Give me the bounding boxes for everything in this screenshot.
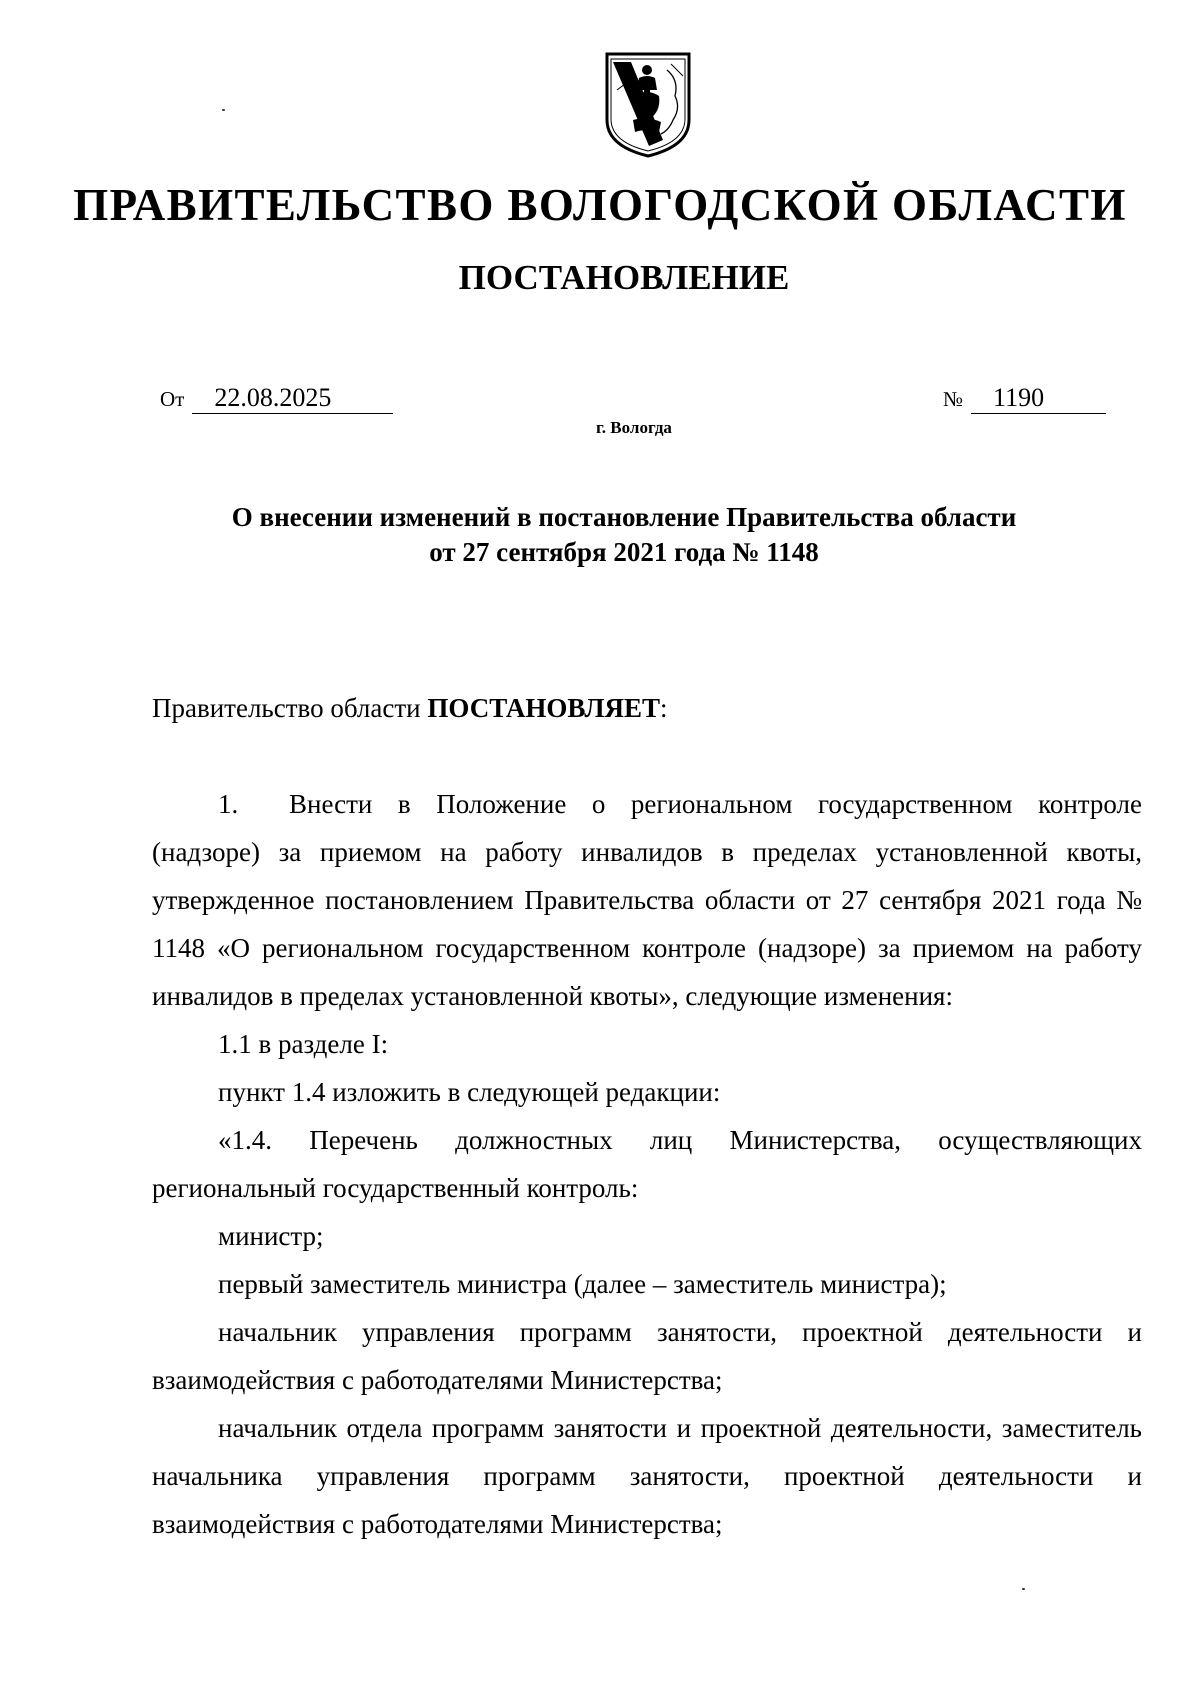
decree-word: ПОСТАНОВЛЯЕТ bbox=[427, 693, 660, 723]
coat-of-arms-icon bbox=[603, 50, 693, 160]
deputy-paragraph: первый заместитель министра (далее – заместитель министра); bbox=[218, 1269, 947, 1299]
minister-paragraph: министр; bbox=[218, 1221, 324, 1251]
scan-speck bbox=[1022, 1588, 1025, 1590]
head-section-paragraph: начальник отдела программ занятости и проектной деятельности, заместитель начальника управления программ занятости, проектной деятельности и взаимодействия с работодателями Министерства; bbox=[152, 1413, 1142, 1539]
city-label: г. Вологда bbox=[596, 418, 672, 437]
organization-title: ПРАВИТЕЛЬСТВО ВОЛОГОДСКОЙ ОБЛАСТИ bbox=[73, 180, 1127, 230]
document-date: 22.08.2025 bbox=[192, 383, 393, 414]
document-type: ПОСТАНОВЛЕНИЕ bbox=[458, 258, 790, 297]
item-1-number: 1. bbox=[218, 789, 239, 819]
head-department-paragraph: начальник управления программ занятости, проектной деятельности и взаимодействия с работодателями Министерства; bbox=[152, 1317, 1142, 1395]
subject-line-2: от 27 сентября 2021 года № 1148 bbox=[429, 537, 819, 567]
subject-line-1: О внесении изменений в постановление Правительства области bbox=[231, 502, 1017, 532]
section-paragraph: 1.1 в разделе I: bbox=[218, 1029, 389, 1059]
decree-intro: Правительство области bbox=[152, 693, 421, 723]
item-1-text: Внести в Положение о региональном государственном контроле (надзоре) за приемом на работу инвалидов в пределах установленной квоты, утвержденное постановлением Правительства области от 27 сентября 2021 года № 1148 «О региональном государственном контроле (надзоре) за приемом на работу инвалидов в пределах установленной квоты», следующие изменения: bbox=[152, 789, 1142, 1011]
document-body bbox=[152, 684, 1142, 1548]
document-number: 1190 bbox=[971, 383, 1106, 414]
document-subject bbox=[0, 500, 1200, 570]
document-date-line bbox=[160, 382, 393, 415]
point-paragraph: пункт 1.4 изложить в следующей редакции: bbox=[218, 1077, 721, 1107]
decree-statement bbox=[152, 684, 1142, 732]
scan-speck bbox=[222, 109, 225, 111]
decree-colon: : bbox=[659, 693, 668, 723]
list-intro-paragraph: «1.4. Перечень должностных лиц Министерства, осуществляющих региональный государственный контроль: bbox=[152, 1125, 1142, 1203]
number-prefix: № bbox=[943, 387, 964, 411]
date-prefix: От bbox=[160, 387, 185, 411]
document-number-line bbox=[943, 382, 1106, 415]
item-1-paragraph bbox=[152, 780, 1142, 1020]
